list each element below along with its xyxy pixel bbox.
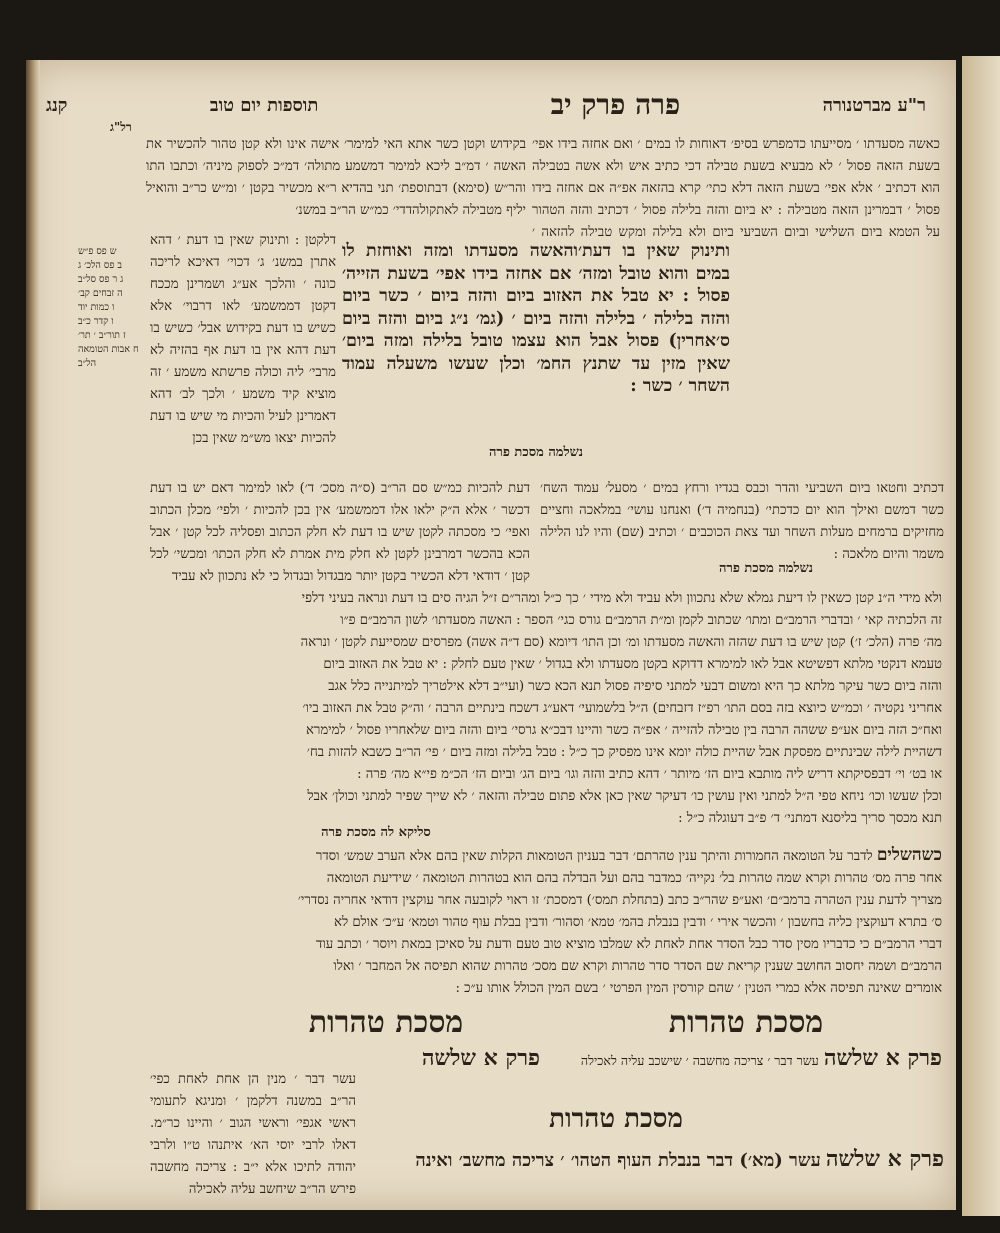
margin-note: ז תור״ב ׳ תר׳: [78, 330, 126, 341]
commentary-line: מה׳ פרה (הלכ׳ ז׳) קטן שיש בו דעת שהזה והאשה מסעדתו ומ׳ וכן התו׳ דיומא (סם ד״ה אשה) מפרסים שמסייעת לקטן ׳ ונראה: [300, 635, 942, 650]
commentary-line: והזה ביום כשר עיקר מלתא כך היא ומשום דבעי למתני סיפיה פסול תנא הכא כשר (ועי״ב דלא אילטריך למיתנייה כלל אגב: [328, 679, 942, 694]
masechet-title-right: מסכת טהרות: [668, 1005, 824, 1040]
commentary-line: ולא מידי ה״נ קטן כשאין לו דיעת גמלא שלא נתכוון ולא עביד ולא מידי ׳ כך כ״ל ומהר״ם ז״ל הגיה סים בו דעת ונראה בעיני דלפי: [301, 591, 942, 606]
perek-left-text: עשר דבר ׳ מנין הן אחת לאחת כפי׳ הר״ב במשנה דלקמן ׳ ומניגא לתעומי ראשי אגפי׳ וראשי הגוב ׳ והיינו כר״מ. דאלו לרבי יוסי הא׳ איתנהו ט״ו ולרבי יהודה לתיכו אלא י״ב : צריכה מחשבה פירש הר״ב שיחשב עליה לאכילה: [150, 1072, 356, 1197]
masechet-title-left: מסכת טהרות: [308, 1005, 464, 1040]
tosafot-end-label: סליקא לה מסכת פרה: [321, 825, 431, 840]
commentary-line: אחריני נקטיה ׳ וכמ״ש כיוצא בזה בסם התו׳ רפ״ז דזבחים) ה״ל בלשמועי׳ דאע״ג דשכח בינתיים הרבה ׳ וה״ק טבל את האזוב ביו׳: [302, 701, 942, 716]
perek-center-heading: פרק א שלשה: [825, 1146, 944, 1172]
bartenura-top-wide: כאשה מסעדתו ׳ מסייעתו כדמפרש בסיפ׳ דאוחות לו במים ׳ ואם אחזה בידו אפי׳ בשעת הזאה פסול ׳ לא מבעיא בשעת טבילה דכי כתיב איש ולא אשה בטבילה הוא דכתיב ׳ אלא אפי׳ בשעת הזאה דלא כתי׳ קרא בהזאה אפ״ה אם אחזה בידו פסול ׳ דבמרינן הזאה מטבילה : יא ביום והזה בלילה פסול ׳ דכתיב והזה הטהור על הטמא ביום השלישי וביום השביעי ביום ולא בלילה ומקש טבילה להזאה ׳: [532, 137, 940, 240]
intro-line: דברי הרמב״ם כי כדבריו מסין סדר כבל הסדר אחת לאחת לא שמלבו מוציא טוב טעם ודעת על סאיכן במאת ויוסר ׳ וכתב עוד: [316, 937, 942, 952]
full-width-commentary: [50, 588, 942, 838]
intro-line: לדבר על הטומאה החמורות והיתך ענין טהרתם׳ דבר בעניון הטומאות הקלות שאין בהם אלא הערב שמש׳ וסדר: [315, 849, 873, 864]
header-center-title: פרה פרק יב: [550, 88, 681, 121]
tosafot-bottom: דעת להכיות כמ״ש סם הר״ב (ס״ה מסכ׳ ד׳) לאו למימר דאם יש בו דעת דכשר ׳ אלא ה״ק ילאו אלו דממשמע׳ אין בכן להכיות ׳ ולפי׳ מכלן הכתוב ואפי׳ כי מסכתה לקטן שיש בו דעת לא חלק הכתוב ופסליה לכל קטן ׳ אבל הכא בהכשר דמרבינן לקטן לא חלק מית אמרת לא חלק הכתו׳ ומכשי׳ לכל קטן ׳ דודאי דלא הכשיר בקטן יותר מבגדול ובגדול כי לא נתכוון לא עביד: [150, 481, 530, 584]
commentary-line: תנא מכסך סריך בליסנא דמתני׳ ד׳ פ״ב דעוגלה כ״ל :: [678, 811, 942, 826]
tosafot-mid: דלקטן : ותינוק שאין בו דעת ׳ דהא אתרן במשנ׳ ג׳ דכוי׳ דאיכא לריכה כונה ׳ והלכך אע״ג ושמרינן מככח דקטן דממשמע׳ לאו דרבוי׳ אלא כשיש בו דעת בקידוש אבל׳ כשיש בו דעת דהא אין בו דעת אף בהזיה לא מרבי׳ ליה וכולה פרשתא משמע ׳ זה מוציא קיד משמע ׳ ולכך לב׳ דהא דאמרינן לעיל והכיות מי שיש בו דעת להכיות יצאו מש״מ שאין בכן: [150, 233, 336, 446]
mishna-main: ותינוק שאין בו דעת׳והאשה מסעדתו ומזה ואוחזת לו במים והוא טובל ומזה׳ אם אחזה בידו אפי׳ בשעת הזייה׳ פסול : יא טבל את האזוב ביום והזה ביום ׳ כשר ביום והזה בלילה ׳ בלילה והזה ביום ׳ (גמ׳ נ״ג ביום והזה ביום ס׳אחרין) פסול אבל הוא עצמו טובל בלילה ומזה ביום׳ שאין מזין עד שתנץ החמ׳ וכלן שעשו משעלה עמוד השחר ׳ כשר :: [342, 241, 730, 396]
intro-line: מצריך לדעת ענין הטהרה ברמב״ם׳ ואע״פ שהר״ב כתב (בתחלת תמס׳) דמסכת׳ זו ראוי לקובעה אחר עוקצין דודאי אחריה נסדרי׳: [297, 893, 942, 908]
tosafot-top: בקידוש וקטן כשר אתא האי למימר׳ אישה אינו ולא קטן טהור להכשיר את האשה ׳ דמ״ב ליכא למימר דמשמע מתולה׳ דמ״כ לספוק מיניה׳ וכתבו התו והר״ש (סימא) דבתוספת׳ תני בהדיא ר״א מכשיר בקטן ׳ ומ״ש כר״ב והואיל יליף מטבילה לאתקולהדדי׳ כמ״ש הר״ב במשנ׳: [146, 137, 526, 218]
margin-note: ה זבחים קב׳: [78, 288, 123, 299]
margin-note: הל״ב: [78, 358, 97, 369]
perek-right-text: עשר דבר ׳ צריכה מחשבה ׳ שישכב עליה לאכילה: [580, 1053, 819, 1068]
bartenura-right-col: [736, 240, 944, 472]
masechet-title-center: מסכת טהרות: [549, 1104, 683, 1134]
margin-note: ו קדר כ״ב: [78, 316, 114, 327]
perek-right-block: [546, 1045, 942, 1105]
perek-left-heading: פרק א שלשה: [421, 1045, 540, 1071]
commentary-line: וכלן שעשו וכו׳ ניחא טפי ה״ל למתני ואין עושין כו׳ דעיקר שאין כאן אלא פתום טבילה והזאה ׳ לא שייך שפיר למתני וכולן׳ אבל: [307, 789, 942, 804]
margin-note: ג ר פס סל״ב: [78, 274, 124, 285]
commentary-line: ואח״כ הזה ביום אע״פ ששהה הרבה בין טבילה להזייה ׳ אפ״ה כשר והיינו דבכ״א גרסי׳ ביום והזה ביום שלאחריו פסול ׳ למימרא: [305, 723, 942, 738]
intro-line: אומרים שאינה תפיסה אלא כמרי הטנין ׳ שהם קורסין המין הפרטי ׳ בשם המין הכולל אותו ע״כ :: [455, 981, 942, 996]
page-number: קנג: [46, 94, 68, 116]
margin-note: ח אבות הטומאה: [78, 344, 139, 355]
header-left-commentary: ר"ע מברטנורה: [822, 94, 926, 116]
next-page-edge: [962, 56, 1000, 1216]
bartenura-bottom: דכתיב וחטאו ביום השביעי והדר וכבס בגדיו ורחץ במים ׳ מסעל׳ עמוד השח׳ כשר דמשם ואילך הוא יום כדכתי׳ (בנחמיה ד׳) ואנחנו עושי׳ במלאכה וחציים מחזיקים ברמחים מעלות השחר ועד צאת הכוכבים ׳ וכתיב (שם) והיו לנו הלילה משמר והיום מלאכה :: [540, 481, 944, 562]
header-right-commentary: תוספות יום טוב: [209, 94, 319, 116]
commentary-line: או בט׳ וי׳ דבפסיקתא דריש ליה מותבא ביום הז׳ מיותר ׳ דהא כתיב והזה וגו׳ ביום הג׳ וביום הז׳ הכ״מ פי״א מה׳ פרה :: [357, 767, 942, 782]
perek-right-heading: פרק א שלשה: [823, 1045, 942, 1071]
margin-note: ו כמות יוד: [78, 302, 115, 313]
corner-mark: רל"ג: [110, 120, 132, 134]
commentary-line: טעמא דנקטי מלתא דפשיטא אבל לאו למימרא דדוקא בקטן מסעדתו ולא בגדול ׳ שאין טעם לחלק : יא טבל את האזוב ביום: [323, 657, 942, 672]
margin-note: ב פס הלכ׳ ג: [78, 260, 122, 271]
intro-lead-word: כשהשלים: [876, 845, 942, 865]
taharot-intro: [50, 844, 942, 1010]
commentary-line: דשהיית לילה שבינתיים מפסקת אבל שהיית כולה יומא אינו מפסיק כך כ״ל : טבל בלילה ומזה ביום ׳ פי׳ הר״ב כשבא להזות בח׳: [306, 745, 942, 760]
binding-edge: [26, 60, 40, 1210]
intro-line: אחר פרה מס׳ טהרות וקרא שמה טהרות בל׳ נקייה׳ כמדבר בהם ועל הבדלה בהם הוא בטהרות הטומאה ׳ שידיעת הטומאה: [326, 871, 942, 886]
intro-line: ס׳ בתרא דעוקצין כליה בחשבון ׳ והכשר אירי ׳ ודבין בנבלת בהמ׳ טמא׳ וסהור׳ ודבין בבלת עוף טהור וטמא׳ ע״כ׳ אולם לא: [334, 915, 942, 930]
commentary-line: זה הלכתיה קאי ׳ ובדברי הרמב״ם ומתו׳ שכתוב לקמן ומ״ת הרמב״ם גורס כגי׳ הספר : האשה מסעדתו׳ לשון הרמב״ם פ״ו: [340, 613, 942, 628]
perek-center-block: [364, 1146, 944, 1206]
perek-center-text: עשר (מא׳) דבר בנבלת העוף הטהו׳ ׳ צריכה מחשב׳ ואינה: [415, 1150, 821, 1171]
margin-note: ש פס פ״ש: [78, 246, 117, 257]
margin-notes: [78, 245, 148, 385]
book-page: [26, 60, 956, 1210]
bartenura-end-label: נשלמה מסכת פרה: [718, 561, 814, 576]
running-header: [46, 88, 926, 122]
mishna-end-label: נשלמה מסכת פרה: [488, 445, 584, 460]
intro-line: הרמב״ם ושמה יחסוב החושב שענין קריאת שם הסדר סדר טהרות וקרא שם מסכ׳ טהרות שהוא תפיסה אל המחבר ׳ ואלו: [333, 959, 942, 974]
